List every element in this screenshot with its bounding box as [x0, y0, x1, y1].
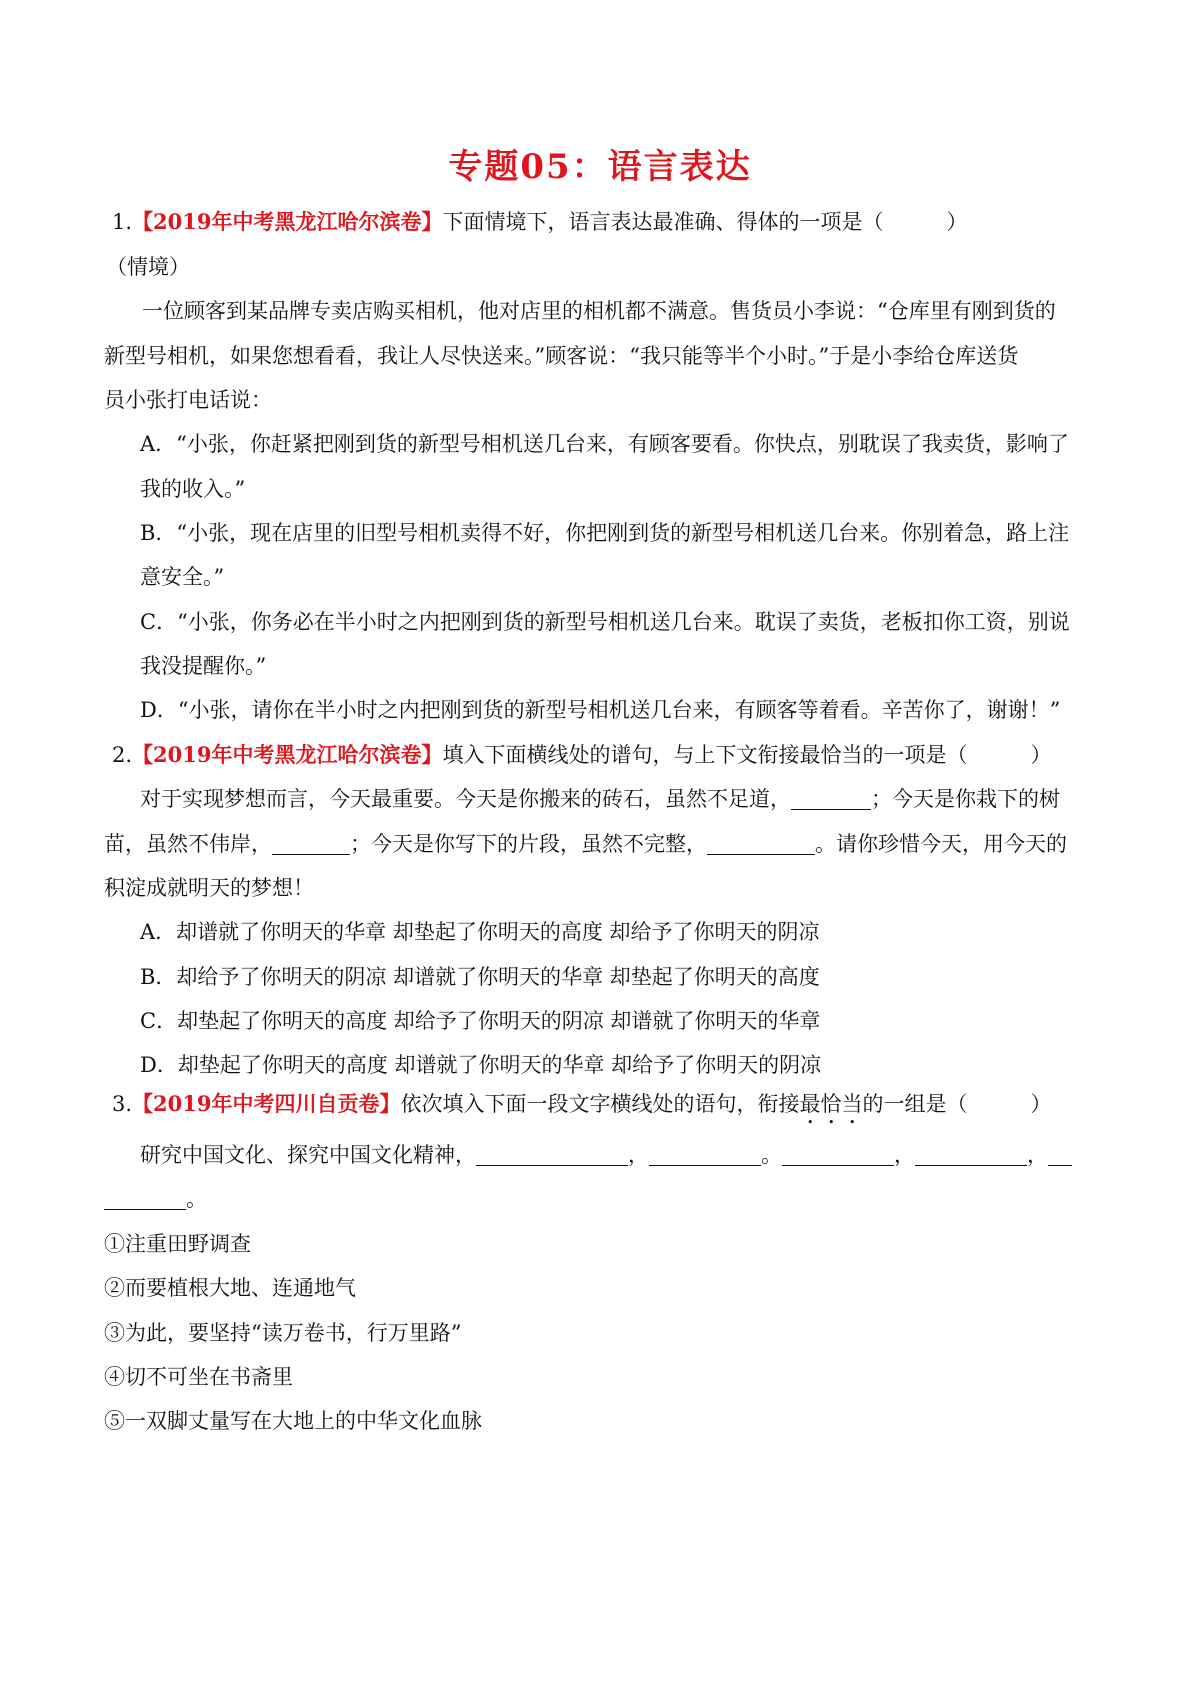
question-source: 【2019年中考四川自贡卷】: [132, 1091, 401, 1116]
fill-blank: [782, 1143, 894, 1166]
page-title: 专题05：语言表达: [448, 147, 752, 187]
fill-blank: [272, 832, 350, 855]
question-number: 2.: [112, 743, 133, 767]
passage-line: [104, 1184, 207, 1214]
question-number: 3.: [112, 1092, 133, 1116]
fill-blank: [707, 832, 815, 855]
list-item: ②而要植根大地、连通地气: [104, 1276, 356, 1300]
option-d: D．“小张，请你在半小时之内把刚到货的新型号相机送几台来，有顾客等着看。辛苦你了，谢谢！”: [140, 698, 1061, 722]
question-2-stem: [112, 740, 1052, 770]
question-1-stem: [112, 207, 968, 237]
context-label: （情境）: [106, 255, 190, 279]
fill-blank: [791, 787, 871, 810]
passage-line: 员小张打电话说：: [104, 388, 272, 412]
option-c: C．“小张，你务必在半小时之内把刚到货的新型号相机送几台来。耽误了卖货，老板扣你工资，别说: [140, 610, 1070, 634]
emphasized-text: 最恰当: [799, 1092, 863, 1116]
fill-blank: [1048, 1143, 1072, 1166]
option-c: C．却垫起了你明天的高度 却给予了你明天的阴凉 却谱就了你明天的华章: [140, 1009, 821, 1033]
fill-blank: [476, 1143, 628, 1166]
list-item: ③为此，要坚持“读万卷书，行万里路”: [104, 1321, 462, 1345]
question-text: 下面情境下，语言表达最准确、得体的一项是（ ）: [442, 210, 968, 234]
punctuation: ，: [894, 1143, 915, 1167]
fill-blank: [104, 1187, 186, 1210]
punctuation: ，: [628, 1143, 649, 1167]
option-b: B．“小张，现在店里的旧型号相机卖得不好，你把刚到货的新型号相机送几台来。你别着急，路上注: [140, 521, 1070, 545]
passage-line: [104, 829, 1067, 859]
option-b: B．却给予了你明天的阴凉 却谱就了你明天的华章 却垫起了你明天的高度: [140, 965, 820, 989]
list-item: ①注重田野调查: [104, 1232, 251, 1256]
question-source: 【2019年中考黑龙江哈尔滨卷】: [132, 209, 443, 234]
passage-line: 新型号相机，如果您想看看，我让人尽快送来。”顾客说：“我只能等半个小时。”于是小李给仓库送货: [104, 344, 1019, 368]
punctuation: 。: [761, 1143, 782, 1167]
question-text: 依次填入下面一段文字横线处的语句，衔接: [400, 1092, 800, 1116]
passage-text: 苗，虽然不伟岸，: [104, 832, 272, 856]
option-b-cont: 意安全。”: [140, 565, 225, 589]
fill-blank: [915, 1143, 1027, 1166]
option-d: D．却垫起了你明天的高度 却谱就了你明天的华章 却给予了你明天的阴凉: [140, 1053, 822, 1077]
passage-line: 一位顾客到某品牌专卖店购买相机，他对店里的相机都不满意。售货员小李说：“仓库里有刚到货的: [142, 299, 1056, 323]
question-number: 1.: [112, 210, 133, 234]
question-3-stem: [112, 1089, 1052, 1129]
option-a-cont: 我的收入。”: [140, 477, 246, 501]
passage-text: ；今天是你写下的片段，虽然不完整，: [350, 832, 707, 856]
passage-line: 积淀成就明天的梦想！: [104, 876, 314, 900]
option-a: A．却谱就了你明天的华章 却垫起了你明天的高度 却给予了你明天的阴凉: [140, 920, 820, 944]
option-a: A．“小张，你赶紧把刚到货的新型号相机送几台来，有顾客要看。你快点，别耽误了我卖货，影响了: [140, 432, 1069, 456]
passage-text: ；今天是你栽下的树: [871, 787, 1060, 811]
option-c-cont: 我没提醒你。”: [140, 654, 267, 678]
question-text: 的一组是（ ）: [862, 1092, 1052, 1116]
punctuation: ，: [1027, 1143, 1048, 1167]
passage-text: 研究中国文化、探究中国文化精神，: [140, 1143, 476, 1167]
passage-text: 对于实现梦想而言，今天最重要。今天是你搬来的砖石，虽然不足道，: [140, 787, 791, 811]
question-text: 填入下面横线处的谱句，与上下文衔接最恰当的一项是（ ）: [442, 743, 1052, 767]
question-source: 【2019年中考黑龙江哈尔滨卷】: [132, 742, 443, 767]
fill-blank: [649, 1143, 761, 1166]
punctuation: 。: [186, 1187, 207, 1211]
passage-text: 。请你珍惜今天，用今天的: [815, 832, 1067, 856]
list-item: ④切不可坐在书斋里: [104, 1365, 293, 1389]
list-item: ⑤一双脚丈量写在大地上的中华文化血脉: [104, 1409, 482, 1433]
passage-line: [140, 1140, 1072, 1170]
passage-line: [140, 784, 1060, 814]
